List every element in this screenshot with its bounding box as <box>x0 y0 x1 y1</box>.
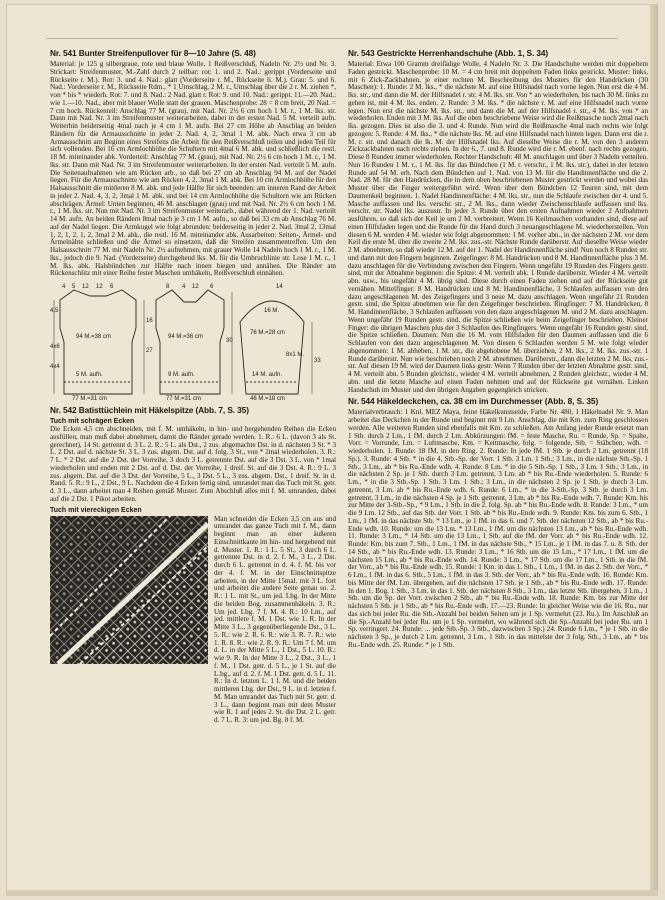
diagram-label: 8x1 M. <box>286 352 305 358</box>
top-rule <box>46 38 618 39</box>
diagram-label: 30 <box>226 338 233 344</box>
diagram-label: 76 M.=28 cm <box>250 330 285 336</box>
page-edge-bottom <box>6 890 658 896</box>
diagram-label: 14 M. aufn. <box>252 372 283 378</box>
right-column <box>348 46 648 892</box>
article-542-subheading-square: Tuch mit viereckigen Ecken <box>50 506 142 514</box>
diagram-label: 5 M. aufn. <box>76 372 103 378</box>
diagram-label: 94 M.=36 cm <box>168 334 203 340</box>
diagram-label: 16 <box>146 318 153 324</box>
article-542-body-square: Man schneidet die Ecken 3,5 cm aus und umrandet das ganze Tuch mit f. M., dann beginnt man an einer äußeren Einschnittkante im hin- und hergehend mit d. Muster. 1. R.: 1 L. 5 St., 3 durch 6 L. getrennte Dst. in d. 2. f. M., 3 L., 2 Dst. durch 6 L. getrennt in d. 4. f. M. bis vor der 4. f. M. in der Einschnittspitze arbeiten, in der Mitte 15mal. mit 3 L. fort und arbeitet die andere Seite genau so. 2. R.: 1 L. mit St., um jed. Lbg. In der Mitte die beiden Bog. zusammenhäkeln. 3. R.: Um jed. Lbg. 7 f. M. 4. R.: 10 Lm., auf jed. mittlere f. M. 1 Dst. wie 1. R. In der Mitte 3 L., 3 gegenüberliegende Dst., 3 L. 5. R.: wie 2. R. 6. R.: wie 3. R. 7. R.: wie 1. R. 8. R.: wie 2. R. 9. R.: Um 7 f. M. um d. L. in der Mitte 5 L., 1 Dst., 5 L. 10. R.: wie 9. R. In der Mitte 3 L., 2 Dst., 3 L., 1 f. M., 1 Dst. getr. d. 5 L., je 1 St. auf die L.bg., auf d. 2. f. M. 1 Dst. getr. d. 5 L. 11. R.: In d. letzten L. 1 f. M. und die beiden mittleren Lbg. der Dst., 9 L. in d. letzten f. M. Man umrandet das Tuch mit St. getr. d. 3 L., dann beginnt man mit dem Muster wie R. 1 auf jedes 2. St. die Dst. 2 L. getr. d. 7 L. R. 3: um jed. Bg. 8 f. M. <box>214 514 336 724</box>
article-542-heading: Nr. 542 Batisttüchlein mit Häkelspitze (Abb. 7, S. 35) <box>50 405 249 415</box>
diagram-label: 16 M. <box>264 308 280 314</box>
lace-photo <box>50 516 208 664</box>
article-543-heading: Nr. 543 Gestrickte Herrenhandschuhe (Abb. 1, S. 34) <box>348 48 549 58</box>
diagram-label: 12 <box>96 284 103 290</box>
article-541-heading: Nr. 541 Bunter Streifenpullover für 8—10 Jahre (S. 48) <box>50 48 256 58</box>
diagram-label: 27 <box>146 348 153 354</box>
article-541-body: Material: je 125 g silbergraue, rote und blaue Wolle, 1 Reißverschluß, Nadeln Nr. 2½ und Nr. 3. Strickart: Streifenmuster, M.-Zahl durch 2 teilbar: rot: 1. und 2. Nad.: gerippt (Vorderseite und Rückseite r. M.). Rot: 3. und 4. Nad.: glatt (Vorderseite r. M., Rückseite li. M.). Grau: 5. und 6. Nad.: Vorderseite r. M., Rückseite Rdm., * 1 Umschlag, 2 M. r., Umschlag über die 2 r. M. ziehen *, von * bis * wiederh. Rot: 7. und 8. Nad.: 2 Nad. glatt r. Rot: 9. und 10. Nad.: gerippt. 11.—20. Nad.: wie 1.—10. Nad., aber mit blauer Wolle statt der grauen. Maschenprobe: 28 = 8 cm breit, 20 Nad. = 7 cm hoch. Rückenteil: Anschlag 77 M. (grau), mit Nad. Nr. 2½ 6 cm hoch 1 M. r., 1 M. lks. str. Dann mit Nad. Nr. 3 im Streifenmuster weiterarbeiten, dabei in der ersten Nad. 5 M. verteilt aufn. Weiterhin beiderseitig 4mal nach je 4 cm 1 M. aufn. Bei 27 cm Höhe ab Anschlag an beiden Rändern für die Armausschnitte in jeder 2. Nad. 4, 2, 3mal 1 M. abk. Nach etwa 3 cm ab Armausschnitt am Beginn eines Streifens die Arbeit für den Reißverschluß teilen und jeden Teil für sich vollenden. Bei 16 cm Armlochhöhe die Schultern mit 4mal 6 M. abk. und schließlich die restl. 18 M. miteinander abk. Vorderteil: Anschlag 77 M. (grau), mit Nad. Nr. 2½ 6 cm hoch 1 M. r., 1 M. lks. str. Dann mit Nad. Nr. 3 im Streifenmuster weiterarbeiten. In der ersten Nad. verteilt 5 M. aufn. Die Seitenaufnahmen wie am Rücken arb., so daß bei 27 cm ab Anschlag 94 M. auf der Nadel liegen. Für die Armausschnitte wie am Rücken 4, 2, 3mal 1 M. abk. Bei 10 cm Armlochhöhe für den Halsausschnitt die mittleren 8 M. abk. und jede Hälfte für sich beenden: am inneren Rand der Arbeit in jeder 2. Nad. 4, 3, 2, 3mal 1 M. abk. und bei 14 cm Armlochhöhe die Schultern wie am Rücken abschrägen. Ärmel: Unten beginnen, 46 M. anschlagen (grau) und mit Nad. Nr. 2½ 6 cm hoch 1 M. r., 1 M. lks. str. Nun mit Nad. Nr. 3 im Streifenmuster weiterarb., dabei während der 1. Nad. verteilt 14 M. aufn. An beiden Rändern 8mal nach je 3 cm 1 M. aufn., so daß bei 33 cm ab Anschlag 76 M. auf der Nadel liegen. Die Armkugel wie folgt abrunden: beiderseitig in jeder 2. Nad. 3mal 2, 13mal 1, 2, 1, 2, 1, 2, 3mal 2 M. abk., die restl. 16 M. miteinander abk. Ausarbeiten: Seiten-, Ärmel- und Ärmelnähte schließen und die Ärmel so einsetzen, daß die Streifen zusammentreffen. Um den Halsausschnitt 77 M. mit Nadeln Nr. 2½ aufnehmen, mit grauer Wolle 14 Nadeln hoch 1 M. r., 1 M. lks., jedoch die 9. Nad. (Vorderseite) durchgehend lks. M. für die Umbruchlinie str. Lose 1 M. r., 1 M. lks. abk. Halsbündchen zur Hälfte nach innen biegen und annähen. Die Ränder am Rückenschlitz mit einer Reihe fester Maschen umhäkeln, Reißverschluß einnähen. <box>50 60 336 278</box>
lace-photo-svg <box>50 516 208 664</box>
pattern-diagram-svg <box>50 282 336 402</box>
diagram-label: 12 <box>82 284 89 290</box>
article-542-subheading-oblique: Tuch mit schrägen Ecken <box>50 418 135 425</box>
article-544-heading: Nr. 544 Häkeldeckchen, ca. 38 cm im Durchmesser (Abb. 8, S. 35) <box>348 396 599 407</box>
magazine-page <box>6 4 658 896</box>
pattern-diagram <box>50 282 336 402</box>
diagram-label: 4x4 <box>50 364 60 370</box>
sleeve-piece-outline <box>240 301 304 394</box>
diagram-label: 4,5 <box>50 308 59 314</box>
diagram-label: 4x6 <box>50 344 60 350</box>
diagram-label: 5 <box>72 284 76 290</box>
diagram-label: 94 M.=38 cm <box>76 334 111 340</box>
front-piece-outline <box>156 290 224 394</box>
diagram-label: 6 <box>210 284 214 290</box>
diagram-label: 4 <box>62 284 66 290</box>
diagram-label: 8 <box>166 284 170 290</box>
diagram-label: 6 <box>110 284 114 290</box>
diagram-label: 77 M.=31 cm <box>72 396 107 402</box>
back-piece-outline <box>60 290 136 394</box>
diagram-label: 14 <box>276 284 283 290</box>
diagram-label: 9 M. aufn. <box>168 372 195 378</box>
diagram-label: 4 <box>182 284 186 290</box>
diagram-label: 12 <box>192 284 199 290</box>
article-543-body: Material: Etwa 100 Gramm dreifädige Wolle, 4 Nadeln Nr. 3. Die Handschuhe werden mit doppeltem Faden gestrickt. Maschenprobe: 10 M. = 4 cm breit mit doppeltem Faden links gestrickt. Muster: links, mit 6 Zick-Zackbahnen, je einer rechten M. Beschreibung des Musters für den Handrücken (30 Maschen): 1. Runde: 2 M. lks., * die nächste M. auf eine Hilfsnadel nach vorne legen. Nun erst die 4 M. lks. str., und dann die M. der Hilfsnadel r. str. 4 M. lks. str. Von * an wiederholen, bis nach 30 M. links zu gehen ist, mit 4 M. lks. enden. 2. Runde: 3 M. lks. * die nächste r. M. auf eine Hilfsnadel nach vorne legen. Nun erst die nächste M. lks. str., und dann die M. auf der Hilfsnadel r. str., 4 M. lks. von * an wiederholen. Enden mit 3 M. lks. Auf die oben beschriebene Weise wird die Reißmasche noch 2mal nach lks. gezogen. Dies ist also die 3. und 4. Runde. Nun wird die Reißmasche 4mal nach rechts wie folgt gezogen: 5. Runde: 4 M. lks., * die nächste lks. M. auf eine Hilfsnadel nach hinten legen. Dann erst die r. M. r. str. und danach die lk. M. der Hilfsnadel lks. Auf dieselbe Weise die r. M. von den 3 anderen Zickzackbahnen nach rechts ziehen. In der 6., 7. und 8. Runde wird die r. M. ebenf. nach rechts gezogen. Diese 8 Runden immer wiederholen. Rechter Handschuh: 48 M. anschlagen und über 3 Nadeln verteilen. Nun 16 Runden 1 M. r., 1 M. lks. für das Bündchen (1 M. r. verschr., 1 M. lks. str.), dabei in der letzten Runde auf 54 M. erh. Nach dem Bündchen auf 1. Nad. von 13 M. für die Handinnenfläche und die 2. Nad. 28 M. für den Handrücken, die in dem oben beschriebenen Muster gestrickt werden und wobei das Muster über die Finger weitergeführt wird. Wenn über dem Bündchen 12 Touren sind, mit dem Daumenkeil beginnen. 1. Nadel Handinnenfläche: 4 M. lks. str., nun die Schlaufe zwischen der 4. und 5. Masche auffassen und lks. verschr. str., 2 M. lks., dann wieder Zwischenschlaufe auffassen und lks. verschr. str. Nadel lks. auszustr. In jeder 3. Runde über den ersten Aufnahmen wieder 2 Aufnahmen ausführen, so daß sich der Keil je um 2 M. verbreitert. Wenn 16 Keilmaschen vorhanden sind, diese auf einen Hilfsfaden legen und die Runde für die Hand durch 3 neuangeschlagene M. wiederherstellen. Von diesen 6 M. werden 4 M. wieder wie folgt abgenommen: 1 M. vorher abn., in der nächsten 2 M. vor dem Keil die erste M. über die zweite 2 M. lks. zus.-str. Nächste Runde darüberstr. Auf dieselbe Weise wieder 2 M. abnehmen, so daß wieder 12 M. auf der 1. Nadel der Handinnenfläche sind! Nun noch 8 Runden str. und dann mit den Fingern beginnen. Zeigefinger: 8 M. Handrücken und 8 M. Handinnenfläche plus 3 M. dazu anschlagen für die Verbindung zwischen den Fingern. Wenn ungefähr 19 Runden des Fingers gestr. sind, mit der Abnahme beginnen: die Spitze: 4 M. verteilt abk. 1 Runde darüberstr. Wieder 4 M. verteilt abn. usw., bis ungefähr 4 M. übrig sind. Diese durch einen Faden ziehen und auf der Rückseite gut vernähen. Mittelfinger: 8 M. Handrücken und 8 M. Handinnenfläche, 3 Schlaufen auffassen von den dazu angeschlagenen M. des Zeigefingers und 3 neue M. dazu anschlagen. Wenn ungefähr 21 Runden gestr. sind, die Spitze abnehmen wie für den Zeigefinger beschrieben. Ringfinger: 7 M. Handrücken, 8 M. Handinnenfläche, 3 Schlaufen auffassen von den dazu angeschlagenen M. und 2 M. dazu anschlagen. Wenn ungefähr 19 Runden gestr. sind, die Spitze schließen wie beim Zeigefinger beschrieben. Kleiner Finger: die übrigen Maschen plus der 3 Schlaufen des Ringfingers. Wenn ungefähr 16 Runden gestr. sind, die Spitze schließen. Daumen: Nun die 16 M. vom Hilfsfaden für den Daumen auffassen und die 6 Schlaufen von den dazu angeschlagenen M. Von diesen 6 Schlaufen werden 5 M. wie folgt wieder abgenommen: 1 M. abheben, 1 M. str., die abgehobene M. überziehen, 2 M. lks., 2 M. lks. zus.-str. 1 Runde darüberstr. Nun wie beschrieben noch 2 M. abnehmen. Darüberstr., dann die letzten 2 M. lks. zus.-str. Auf diesen 19 M. wird der Daumen links gestr. Wenn 7 Runden über der letzten Abnahme gestr. sind, 4 M. verteilt abn. 5 Runden gleichstr., wieder 4 M. verteilt abnehmen, 2 Runden gleichstr., wieder 4 M. abn. und die letzte Masche auf einen Faden nehmen und auf der Rückseite gut vernähen. Linken Handschuh im Muster und den übrigen Angaben gegengleich stricken. <box>348 60 648 394</box>
left-column <box>50 46 336 892</box>
article-542-body-oblique: Die Ecken 4,5 cm abschneiden, mit f. M. umhäkeln, in hin- und hergehenden Reihen die Ecken ausfüllen, man muß dabei abnehmen, damit die Ränder gerade werden. 1. R.: 6 L. (davon 3 als St. gerechnet), 14 St. getrennt d. 3 L. 2. R.: 5 L. als Dst., 2 zus. abgemachte Dst. in d. nächsten 3 St. * 3 L. 2 Dst. auf d. nächste St. 3 L. 3 zus. abgem. Dst. auf d. folg. 3 St., von * 2mal wiederholen. 3. R.: 7 L. * 2 Dst. auf die 2 Dst. der Vorreihe, 3 doch 3 L. getrennte Dst. auf die 3 Dst. 3 L. von * 1mal wiederholen und enden mit 2 Dst. auf d. Dst. der Vorreihe, 1 dreif. St. auf die 3 Dst. 4. R.: 9 L. 3 zus. abgem. Dst. auf die 3 Dst. der Vorreihe, 5 L., 3 Dst. 5 L., 3 zus. abgem. Dst., 1 dreif. St. in d. Rand. 5. R.: 9 L., 2 Dst., 9 L. Nachdem die 4 Ecken fertig sind, umrandet man das Tuch mit St. getr. d. 3 L., dann arbeitet man 4 Reihen gemäß Muster. Zum Abschluß alles mit f. M. umranden, dabei auf die 2 Dst. 1 Pikot arbeiten. <box>50 425 336 503</box>
lace-section <box>50 516 336 725</box>
diagram-label: 46 M.=18 cm <box>250 396 285 402</box>
diagram-label: 33 <box>314 358 321 364</box>
diagram-label: 77 M.=31 cm <box>166 396 201 402</box>
page-edge-right <box>650 4 658 896</box>
article-544-body: Materialverbrauch: 1 Knl. MEZ Maya, feine Häkelkunstseide, Farbe Nr. 480, 1 Häkelnadel Nr. 9. Man arbeitet das Deckchen in der Runde und beginnt mit 9 Lm. Anschlag, die mit Km. zum Ring geschlossen werden. Alle weiteren Runden sind ebenfalls mit Km. zu schließen. Am Anfang jeder Runde ersetzt man 1 Stb. durch 2 Lm., 1 fM. durch 2 Lm. Abkürzungen: fM. = feste Masche, Ru. = Runde, Sp. = Spalte, Vorr. = Vorrunde, Lm. = Luftmasche, Km. = Kettmasche, folg. = folgende, Stb. = Stäbchen, wdh. = wiederholen. 1. Runde: 18 fM. in den Ring. 2. Runde: In jede fM. 1 Stb. je durch 2 Lm. getrennt (18 Sp.). 3. Runde: 4 Stb. * in die 4. Stb.-Sp. der Vorr. 1 Stb. 3 Lm. 1 Stb.; 3 Lm., in die nächste Stb.-Sp. 1 Stb., 3 Lm., ab * bis Ru.-Ende wdh. 4. Runde: 8 Lm. * in die 5 Stb.-Sp. 1 Stb., 3 Lm. 1 Stb.; 3 Lm., in die nächsten 2 Sp. je 1 Stb. durch 3 Lm. getrennt, 3 Lm. ab * bis Ru.-Ende wiederholen. 5. Runde: 6 Lm., * in die 3 Stb.-Sp. 1 Stb. 3 Lm. 1 Stb.; 3 Lm., in die nächsten 2 Sp. je 1 Stb. je durch 3 Lm. getrennt, 3 Lm. ab * bis Ru.-Ende wdh. 6. Runde: 6 Lm., * in die 3-Stb.-Sp. 3 Stb. je durch 3 Lm. getrennt, 3 Lm., in die nächsten 4 Sp. je 1 Stb. getrennt, 3 Lm. ab * bis Ru.-Ende wdh. 7. Runde: Km. bis zur Mitte der 3-Stb.-Sp., * 9 Lm., 1 Stb. in die 2. folg. Sp. ab * bis Ru.-Ende wdh. 8. Runde: 3 Lm., * um die 9 Lm. 12 Stb., auf das Stb. der Vorr. 1 Stb. ab * bis Ru.-Ende wdh. 9. Runde: Km. bis zum 6. Stb., 1 Lm., 1 fM. in das nächste Stb. * 13 Lm., je 1 fM. in das 6. und 7. Stb. der nächsten 12 Stb., ab * bis Ru.-Ende wdh. 10. Runde: um die 13 Lm. * 13 Lm., 1 fM. um die nächsten 13 Lm., ab * bis Ru.-Ende wdh. 11. Runde: 3 Lm., * 14 Stb. um die 13 Lm., 1 Stb. auf die fM. der Vorr. ab * bis Ru.-Ende wdh. 12. Runde: Km. bis zum 7. Stb., 1 Lm., 1 fM. in das nächste Stb., * 15 Lm., je 1 fM. in das 7. u. 8. Stb. der 14 Stb., ab * bis Ru.-Ende wdh. 13. Runde: 3 Lm., * 16 Stb. um die 15 Lm., * 17 Lm., 1 fM. um die nächsten 15 Lm., ab * bis Ru.-Ende wdh. 14. Runde: 3 Lm., * 17 Stb. um die 17 Lm., 1 Stb. in die fM. der Vorr., ab * bis Ru.-Ende wdh. 15. Runde: 1 Km. in das 1. Stb., 1 Lm., 1 fM. in das 2. Stb. der Vorr., * 6 Lm., 1 fM. in das 6. Stb., 5 Lm., 1 fM. in das 3. Stb. der Vorr., ab * bis Ru.-Ende wdh. 16. Runde: Km. bis Mitte der fM. Lm. übergehen, auf die nächsten 17 Stb. je 1 Stb., ab * bis Ru.-Ende wdh. 17. Runde: In den 1. Bog. 1 Stb., 3 Lm. in das 1. Stb. der nächsten 8 Stb., 3 Lm., das letzte Stb. übergehen, 3 Lm., 1 Stb. um die Sp. der Vorr. zwischen 2 Stb., ab * bis Ru.-Ende wdh. 18. Runde: Km. bis zur Mitte der nächsten 5 Stb. je 1 Stb., ab * bis Ru.-Ende wdh. 17.—23. Runde: In gleicher Weise wie die 16. Ru., nur das sich bei jeder Ru. die Stb.-Anzahl bei beiden Seiten um je 1 Sp. vermehrt (23. Ru.). Im Anschluß an die Sp.-Anzahl bei jeder Ru. um je 1 Sp. vermehrt, wo während sich die Sp.-Anzahl bei jeder Ru. um 1 Sp. verringert. 24. Runde: ... jede Stb.-Sp. 3 Stb., dazwischen 3 Sp.) 24. Runde 6 Lm., * je 1 Stb. in die nächsten 3 Sp., je durch 2 Lm. getrennt, 3 Lm., 1 Stb. in das mittelste der 3 folg. Stb., 3 Lm., ab * bis Ru.-Ende wdh. 25. Runde: * je 1 Stb. <box>348 408 648 649</box>
